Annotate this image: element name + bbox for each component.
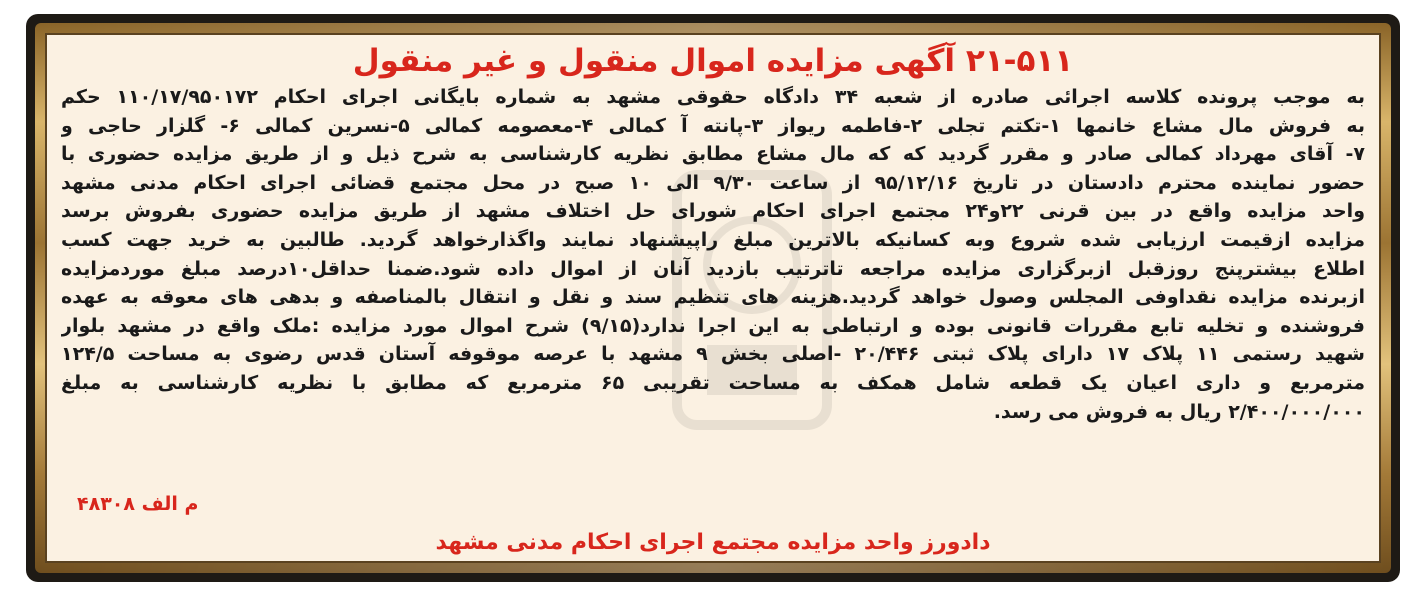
signature-line: دادورز واحد مزایده مجتمع اجرای احکام مدنی مشهد [435,530,991,555]
notice-line: به موجب پرونده کلاسه اجرائی صادره از شعبه ۳۴ دادگاه حقوقی مشهد به شماره بایگانی اجرای احکام ۱۱۰/۱۷/۹۵۰۱۷۲ حکم [61,86,1365,108]
notice-line: اطلاع بیشترپنج روزقبل ازبرگزاری مزایده مراجعه تاترتیب بازدید آنان از اموال داده شود.ضمنا حداقل۱۰درصد مبلغ موردمزایده [61,257,1365,280]
notice-line: ۷- آقای مهرداد کمالی صادر و مقرر گردید که که مال مشاع مطابق نظریه کارشناسی به شرح ذیل و از طریق مزایده حضوری با [61,143,1365,166]
notice-title: ۲۱-۵۱۱ آگهی مزایده اموال منقول و غیر منقول [352,43,1074,79]
notice-body [61,83,1365,426]
notice-line: به فروش مال مشاع خانمها ۱-تکتم تجلی ۲-فاطمه ریواز ۳-پانته آ کمالی ۴-معصومه کمالی ۵-نسرین کمالی ۶- گلزار حاجی و [61,114,1365,137]
notice-line: فروشنده و تخلیه تابع مقررات قانونی بوده و ارتباطی به این اجرا ندارد(۹/۱۵) شرح اموال مورد مزایده :ملک واقع در مشهد بلوار [61,314,1365,337]
notice-line: واحد مزایده واقع در بین قرنی ۲۲و۲۴ مجتمع اجرای احکام شورای حل اختلاف مشهد از طریق مزایده حضوری بفروش برسد [61,200,1365,223]
notice-line: مترمربع و داری اعیان یک قطعه شامل همکف به مساحت تقریبی ۶۵ مترمربع که مطابق با نظریه کارشناسی به مبلغ [61,371,1365,394]
notice-outer-frame [26,14,1400,582]
notice-paper [45,33,1381,563]
notice-line: حضور نماینده محترم دادستان در تاریخ ۹۵/۱۲/۱۶ از ساعت ۹/۳۰ الی ۱۰ صبح در محل مجتمع قضائی اجرای احکام مدنی مشهد [61,171,1365,194]
notice-line: مزایده ازقیمت ارزیابی شده شروع وبه کسانیکه بالاترین مبلغ راپیشنهاد نمایند واگذارخواهد گردید. طالبین به خرید جهت کسب [61,228,1365,251]
reference-code: م الف ۴۸۳۰۸ [77,493,199,515]
notice-line: ۲/۴۰۰/۰۰۰/۰۰۰ ریال به فروش می رسد. [993,400,1365,423]
notice-gold-border [35,23,1391,573]
notice-line: ازبرنده مزایده نقداوفی المجلس وصول خواهد گردید.هزینه های تنظیم سند و نقل و انتقال بالمناصفه و بدهی های معوقه به عهده [61,286,1365,309]
notice-line: شهید رستمی ۱۱ پلاک ۱۷ دارای پلاک ثبتی ۲۰/۴۴۶ -اصلی بخش ۹ مشهد با عرصه موقوفه آستان قدس رضوی به مساحت ۱۲۴/۵ [61,343,1365,366]
